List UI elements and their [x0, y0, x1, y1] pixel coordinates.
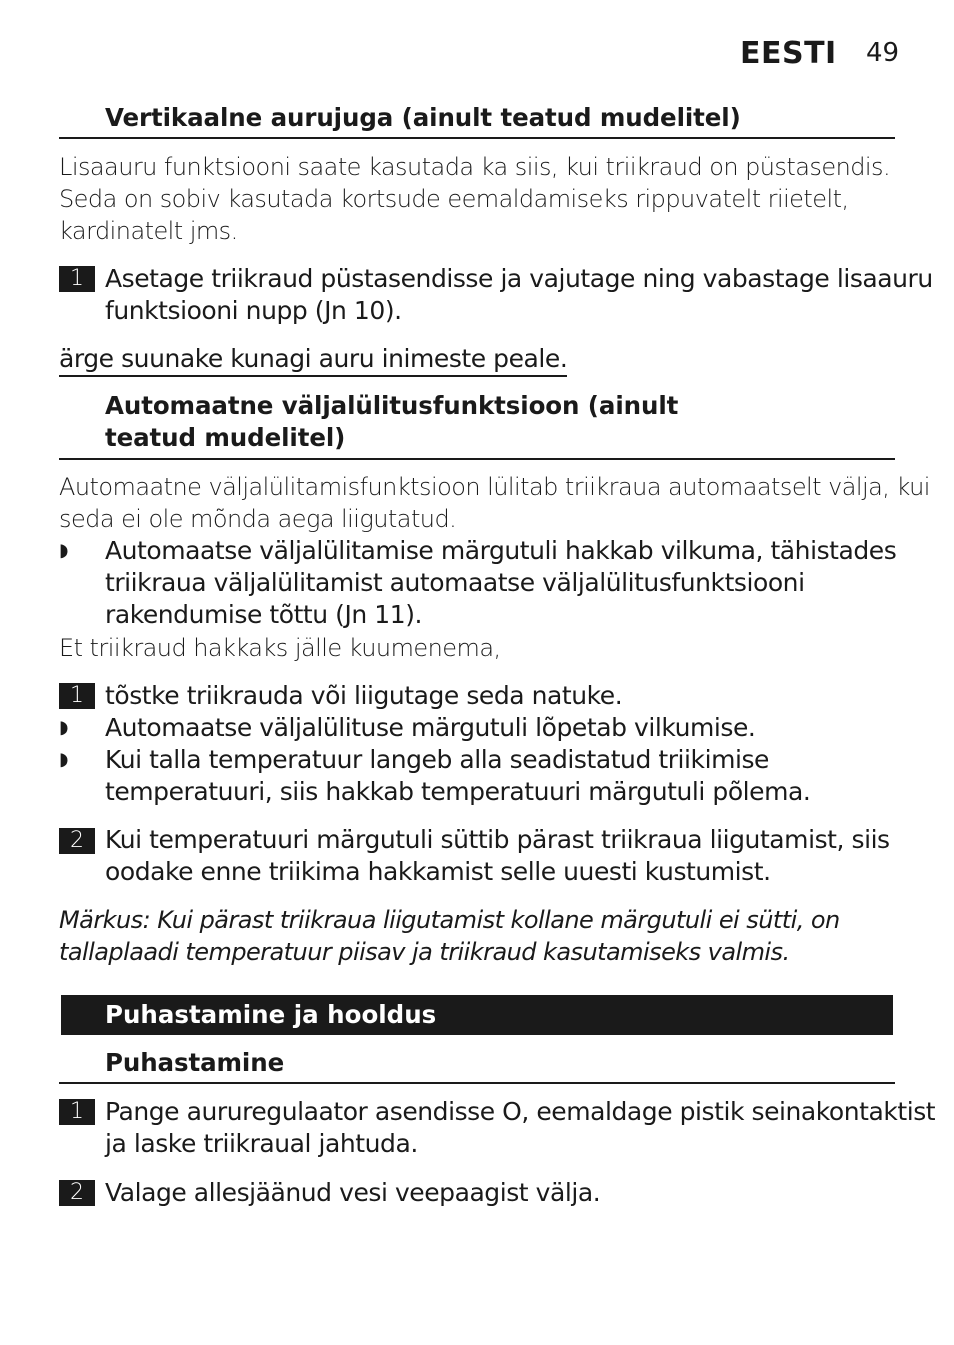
step-text [105, 1096, 935, 1160]
subheading-cleaning: Puhastamine [105, 1048, 285, 1077]
step-text [105, 824, 890, 888]
step-text [105, 263, 933, 327]
warning-text [59, 343, 567, 375]
bullet-line: temperatuuri, siis hakkab temperatuuri märgutuli põlema. [105, 777, 811, 806]
note-text [59, 904, 840, 968]
heading-rule [59, 458, 895, 460]
step-line: ja laske triikraual jahtuda. [105, 1129, 418, 1158]
intro-line: Automaatne väljalülitamisfunktsioon lülitab triikraua automaatselt välja, kui [59, 473, 930, 501]
section-heading-vertical-steam: Vertikaalne aurujuga (ainult teatud mudelitel) [105, 103, 741, 132]
warning-line: ärge suunake kunagi auru inimeste peale. [59, 344, 567, 377]
step-number-box: 1 [59, 1099, 95, 1125]
step-line: funktsiooni nupp (Jn 10). [105, 296, 402, 325]
bullet-icon: ◗ [59, 717, 69, 738]
step-number-box: 2 [59, 828, 95, 854]
step-number-box: 1 [59, 683, 95, 709]
step-text: tõstke triikrauda või liigutage seda natuke. [105, 681, 623, 710]
bullet-line: Kui talla temperatuur langeb alla seadistatud triikimise [105, 745, 769, 774]
step-line: Pange aururegulaator asendisse O, eemaldage pistik seinakontaktist [105, 1097, 936, 1126]
auto-off-intro [59, 471, 930, 535]
vertical-steam-intro [59, 151, 890, 247]
bullet-line: triikraua väljalülitamist automaatse väljalülitusfunktsiooni [105, 568, 805, 597]
section-heading-auto-off [105, 390, 678, 454]
page-number: 49 [866, 38, 900, 68]
note-line: tallaplaadi temperatuur piisav ja triikraud kasutamiseks valmis. [59, 938, 790, 966]
bullet-line: rakendumise tõttu (Jn 11). [105, 600, 422, 629]
heading-rule [59, 137, 895, 139]
bullet-icon: ◗ [59, 749, 69, 770]
note-line: Märkus: Kui pärast triikraua liigutamist kollane märgutuli ei sütti, on [59, 906, 840, 934]
lead-text: Et triikraud hakkaks jälle kuumenema, [59, 634, 501, 662]
intro-line: Lisaauru funktsiooni saate kasutada ka siis, kui triikraud on püstasendis. [59, 153, 891, 181]
language-label: EESTI [740, 36, 837, 71]
bullet-text [105, 535, 896, 631]
step-text: Valage allesjäänud vesi veepaagist välja. [105, 1178, 601, 1207]
bullet-text [105, 744, 810, 808]
heading-rule [59, 1082, 895, 1084]
bullet-line: Automaatse väljalülitamise märgutuli hakkab vilkuma, tähistades [105, 536, 897, 565]
section-title-cleaning: Puhastamine ja hooldus [105, 1000, 437, 1029]
step-line: Asetage triikraud püstasendisse ja vajutage ning vabastage lisaauru [105, 264, 933, 293]
intro-line: Seda on sobiv kasutada kortsude eemaldamiseks rippuvatelt riietelt, [59, 185, 849, 213]
bullet-text: Automaatse väljalülituse märgutuli lõpetab vilkumise. [105, 713, 756, 742]
bullet-icon: ◗ [59, 540, 69, 561]
intro-line: seda ei ole mõnda aega liigutatud. [59, 505, 457, 533]
step-number-box: 2 [59, 1180, 95, 1206]
heading-line: Automaatne väljalülitusfunktsioon (ainult [105, 391, 679, 420]
section-title-bar [61, 995, 893, 1035]
intro-line: kardinatelt jms. [59, 217, 238, 245]
heading-line: teatud mudelitel) [105, 423, 346, 452]
step-line: oodake enne triikima hakkamist selle uuesti kustumist. [105, 857, 771, 886]
step-number-box: 1 [59, 266, 95, 292]
step-line: Kui temperatuuri märgutuli süttib pärast triikraua liigutamist, siis [105, 825, 890, 854]
